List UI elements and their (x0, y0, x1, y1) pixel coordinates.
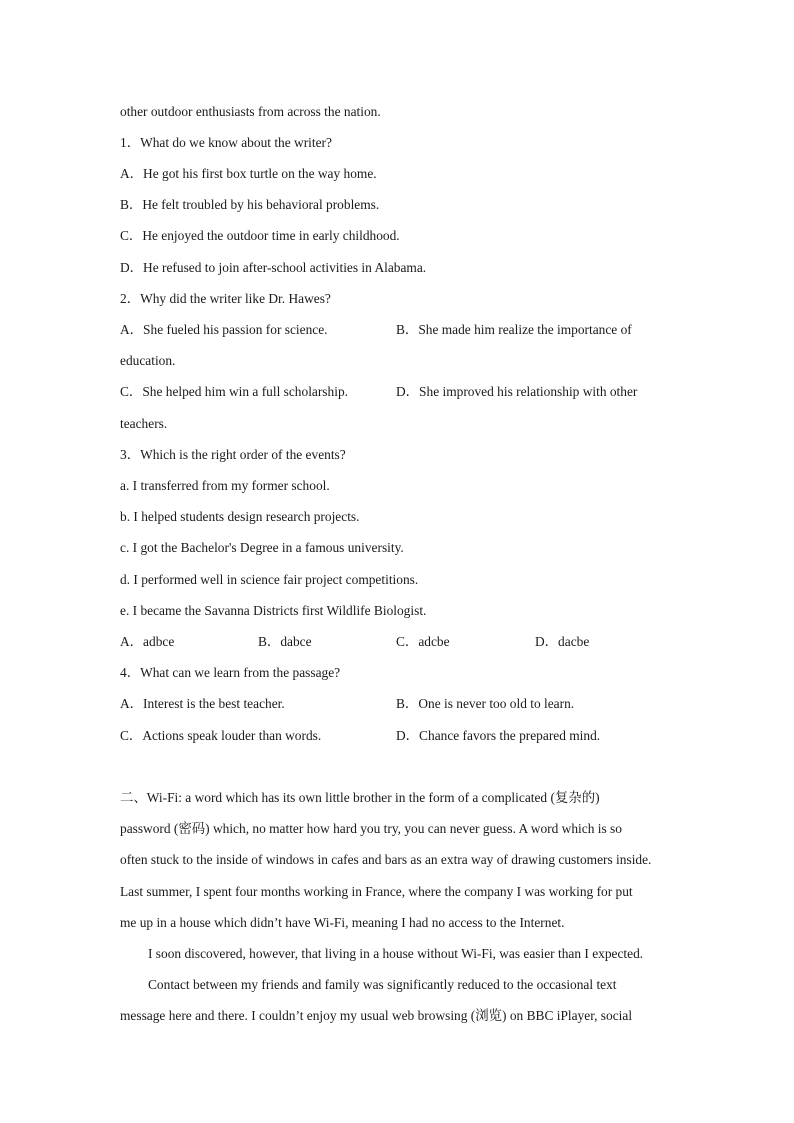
question-3-stem: 3．Which is the right order of the events? (120, 447, 346, 462)
question-3-option-c: C．adcbe (396, 634, 450, 649)
question-2-option-d-cont: teachers. (120, 416, 168, 431)
event-a: a. I transferred from my former school. (120, 478, 330, 493)
section-2-line-3: often stuck to the inside of windows in cafes and bars as an extra way of drawing customers inside. (120, 852, 652, 867)
section-2-paragraph-3-line-1: Contact between my friends and family was significantly reduced to the occasional text (148, 977, 617, 992)
question-4-stem: 4．What can we learn from the passage? (120, 665, 341, 680)
question-2-option-b-cont: education. (120, 353, 176, 368)
section-2-line-1: 二、Wi-Fi: a word which has its own little brother in the form of a complicated (复杂的) (120, 790, 600, 805)
event-d: d. I performed well in science fair project competitions. (120, 572, 419, 587)
question-3-option-a: A．adbce (120, 634, 175, 649)
section-2-line-2: password (密码) which, no matter how hard you try, you can never guess. A word which is so (120, 821, 622, 836)
section-2-line-5: me up in a house which didn’t have Wi-Fi, meaning I had no access to the Internet. (120, 915, 565, 930)
question-4-option-d: D．Chance favors the prepared mind. (396, 728, 601, 743)
question-2-option-d: D．She improved his relationship with other (396, 384, 638, 399)
question-1-option-d: D．He refused to join after-school activities in Alabama. (120, 260, 427, 275)
question-1-stem: 1．What do we know about the writer? (120, 135, 332, 150)
question-3-option-d: D．dacbe (535, 634, 590, 649)
question-4-option-c: C．Actions speak louder than words. (120, 728, 322, 743)
question-1-option-b: B．He felt troubled by his behavioral problems. (120, 197, 380, 212)
event-b: b. I helped students design research projects. (120, 509, 360, 524)
section-2-paragraph-2: I soon discovered, however, that living in a house without Wi-Fi, was easier than I expected. (148, 946, 644, 961)
section-2-paragraph-3-line-2: message here and there. I couldn’t enjoy my usual web browsing (浏览) on BBC iPlayer, social (120, 1008, 633, 1023)
event-c: c. I got the Bachelor's Degree in a famous university. (120, 540, 404, 555)
question-2-option-c: C．She helped him win a full scholarship. (120, 384, 348, 399)
question-3-option-b: B．dabce (258, 634, 312, 649)
question-4-option-b: B．One is never too old to learn. (396, 696, 575, 711)
question-1-option-a: A．He got his first box turtle on the way home. (120, 166, 377, 181)
question-1-option-c: C．He enjoyed the outdoor time in early childhood. (120, 228, 400, 243)
section-2-line-4: Last summer, I spent four months working in France, where the company I was working for put (120, 884, 633, 899)
question-2-option-b: B．She made him realize the importance of (396, 322, 632, 337)
passage-tail: other outdoor enthusiasts from across the nation. (120, 104, 381, 119)
question-4-option-a: A．Interest is the best teacher. (120, 696, 285, 711)
question-2-option-a: A．She fueled his passion for science. (120, 322, 328, 337)
event-e: e. I became the Savanna Districts first Wildlife Biologist. (120, 603, 427, 618)
question-2-stem: 2．Why did the writer like Dr. Hawes? (120, 291, 331, 306)
